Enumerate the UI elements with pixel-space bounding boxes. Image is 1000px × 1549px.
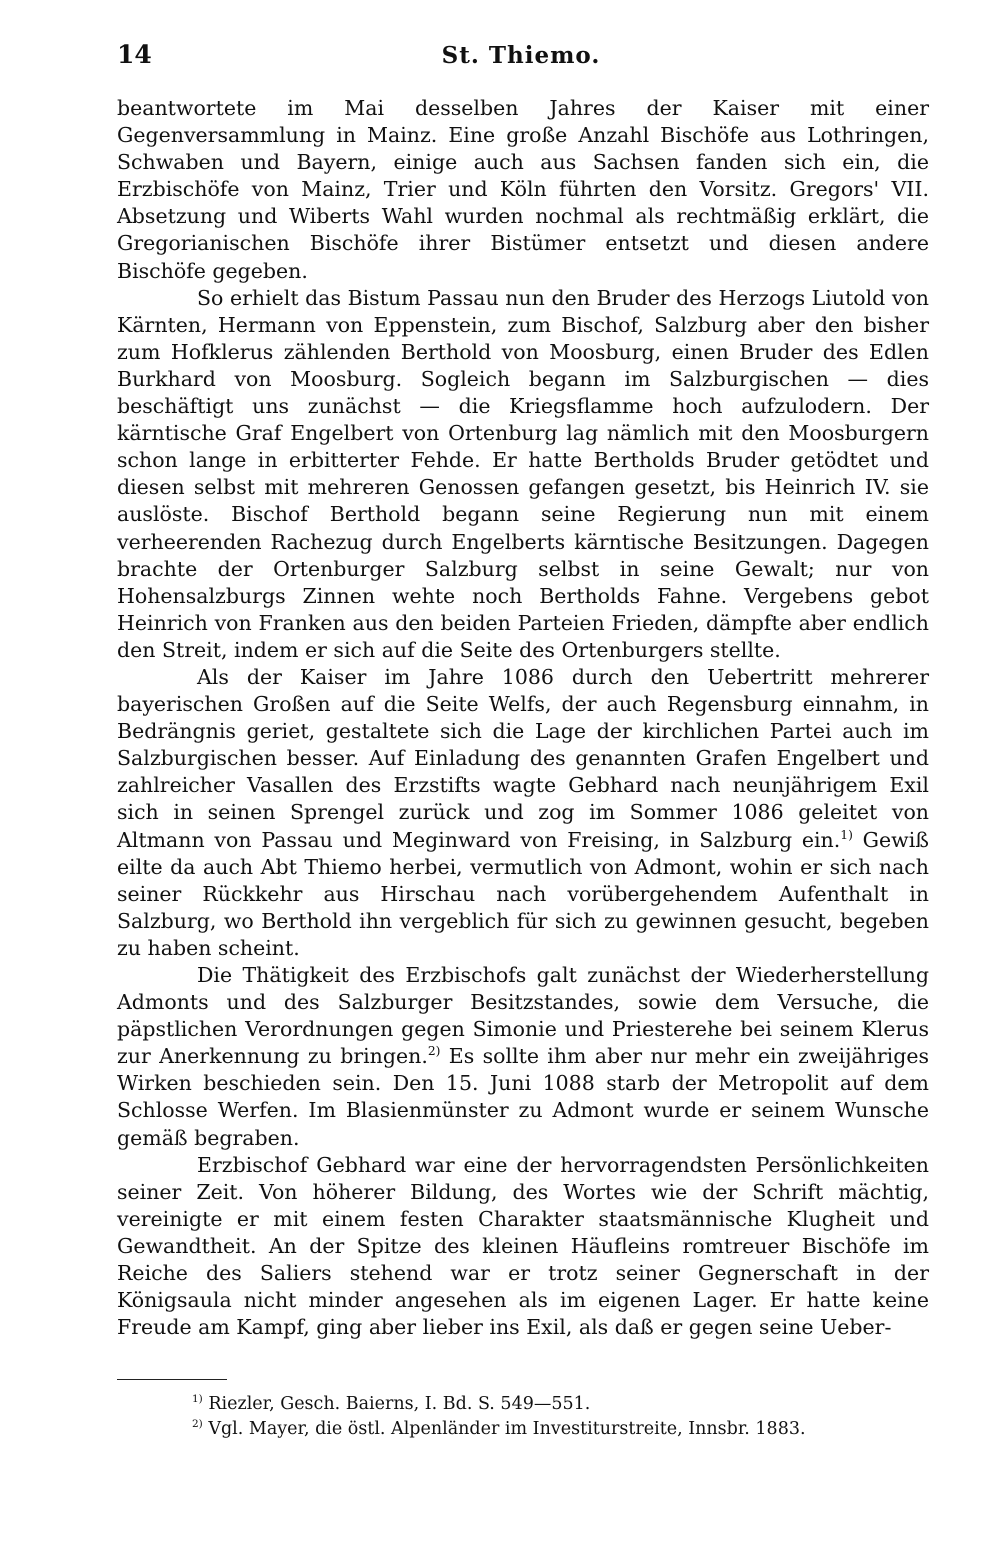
footnote-reference-2: 2) bbox=[427, 1044, 441, 1059]
paragraph-3 bbox=[117, 664, 929, 962]
footnotes bbox=[192, 1392, 932, 1442]
footnote-1-text: Riezler, Gesch. Baierns, I. Bd. S. 549—551. bbox=[202, 1394, 591, 1414]
footnote-reference-1: 1) bbox=[840, 827, 853, 842]
footnote-2 bbox=[192, 1417, 932, 1442]
footnote-1-marker: 1) bbox=[192, 1393, 203, 1406]
main-text bbox=[117, 95, 929, 1341]
paragraph-4 bbox=[117, 962, 929, 1152]
paragraph-4-text-after: Es sollte ihm aber nur mehr ein zweijähriges Wirken beschieden sein. Den 15. Juni 1088 starb der Metropolit auf dem Schlosse Werfen. Im Blasienmünster zu Admont wurde er seinem Wunsche gemäß begraben. bbox=[117, 1044, 929, 1150]
running-title: St. Thiemo. bbox=[441, 42, 601, 69]
paragraph-1: beantwortete im Mai desselben Jahres der Kaiser mit einer Gegenversammlung in Mainz. Eine große Anzahl Bischöfe aus Lothringen, Schwaben und Bayern, einige auch aus Sachsen fanden sich ein, die Erzbischöfe von Mainz, Trier und Köln führten den Vorsitz. Gregors' VII. Absetzung und Wiberts Wahl wurden nochmal als rechtmäßig erklärt, die Gregorianischen Bischöfe ihrer Bistümer entsetzt und diesen andere Bischöfe gegeben. bbox=[117, 96, 929, 283]
footnote-2-text: Vgl. Mayer, die östl. Alpenländer im Investiturstreite, Innsbr. 1883. bbox=[202, 1419, 806, 1439]
footnote-2-marker: 2) bbox=[192, 1418, 203, 1431]
page-number: 14 bbox=[117, 40, 152, 69]
paragraph-4-text-before: Die Thätigkeit des Erzbischofs galt zunächst der Wiederherstellung Admonts und des Salzburger Besitzstandes, sowie dem Versuche, die päpstlichen Verordnungen gegen Simonie und Priesterehe bei seinem Klerus zur Anerkennung zu bringen. bbox=[117, 963, 929, 1069]
page-header bbox=[117, 40, 925, 74]
paragraph-5: Erzbischof Gebhard war eine der hervorragendsten Persönlichkeiten seiner Zeit. Von höherer Bildung, des Wortes wie der Schrift mächtig, vereinigte er mit einem festen Charakter staatsmännische Klugheit und Gewandtheit. An der Spitze des kleinen Häufleins romtreuer Bischöfe im Reiche des Saliers stehend war er trotz seiner Gegnerschaft in der Königsaula nicht minder angesehen als im eigenen Lager. Er hatte keine Freude am Kampf, ging aber lieber ins Exil, als daß er gegen seine Ueber- bbox=[117, 1152, 929, 1340]
paragraph-2: So erhielt das Bistum Passau nun den Bruder des Herzogs Liutold von Kärnten, Hermann von Eppenstein, zum Bischof, Salzburg aber den bisher zum Hofklerus zählenden Berthold von Moosburg, einen Bruder des Edlen Burkhard von Moosburg. Sogleich begann im Salzburgischen — dies beschäftigt uns zunächst — die Kriegsflamme hoch aufzulodern. Der kärntische Graf Engelbert von Ortenburg lag nämlich mit den Moosburgern schon lange in erbitterter Fehde. Er hatte Bertholds Bruder getödtet und diesen selbst mit mehreren Genossen gefangen gesetzt, bis Heinrich IV. sie auslöste. Bischof Berthold begann seine Regierung nun mit einem verheerenden Rachezug durch Engelberts kärntische Besitzungen. Dagegen brachte der Ortenburger Salzburg selbst in seine Gewalt; nur von Hohensalzburgs Zinnen wehte noch Bertholds Fahne. Vergebens gebot Heinrich von Franken aus den beiden Parteien Frieden, dämpfte aber endlich den Streit, indem er sich auf die Seite des Ortenburgers stellte. bbox=[117, 285, 929, 662]
paragraph-3-text-after: Gewiß eilte da auch Abt Thiemo herbei, vermutlich von Admont, wohin er sich nach seiner Rückkehr aus Hirschau nach vorübergehendem Aufenthalt in Salzburg, wo Berthold ihn vergeblich für sich zu gewinnen gesucht, begeben zu haben scheint. bbox=[117, 827, 929, 960]
footnote-divider bbox=[117, 1379, 227, 1380]
footnote-1 bbox=[192, 1392, 932, 1417]
paragraph-3-text-before: Als der Kaiser im Jahre 1086 durch den Uebertritt mehrerer bayerischen Großen auf die Seite Welfs, der auch Regensburg einnahm, in Bedrängnis geriet, gestaltete sich die Lage der kirchlichen Partei auch im Salzburgischen besser. Auf Einladung des genannten Grafen Engelbert und zahlreicher Vasallen des Erzstifts wagte Gebhard nach neunjährigem Exil sich in seinen Sprengel zurück und zog im Sommer 1086 geleitet von Altmann von Passau und Meginward von Freising, in Salzburg ein. bbox=[117, 664, 929, 852]
